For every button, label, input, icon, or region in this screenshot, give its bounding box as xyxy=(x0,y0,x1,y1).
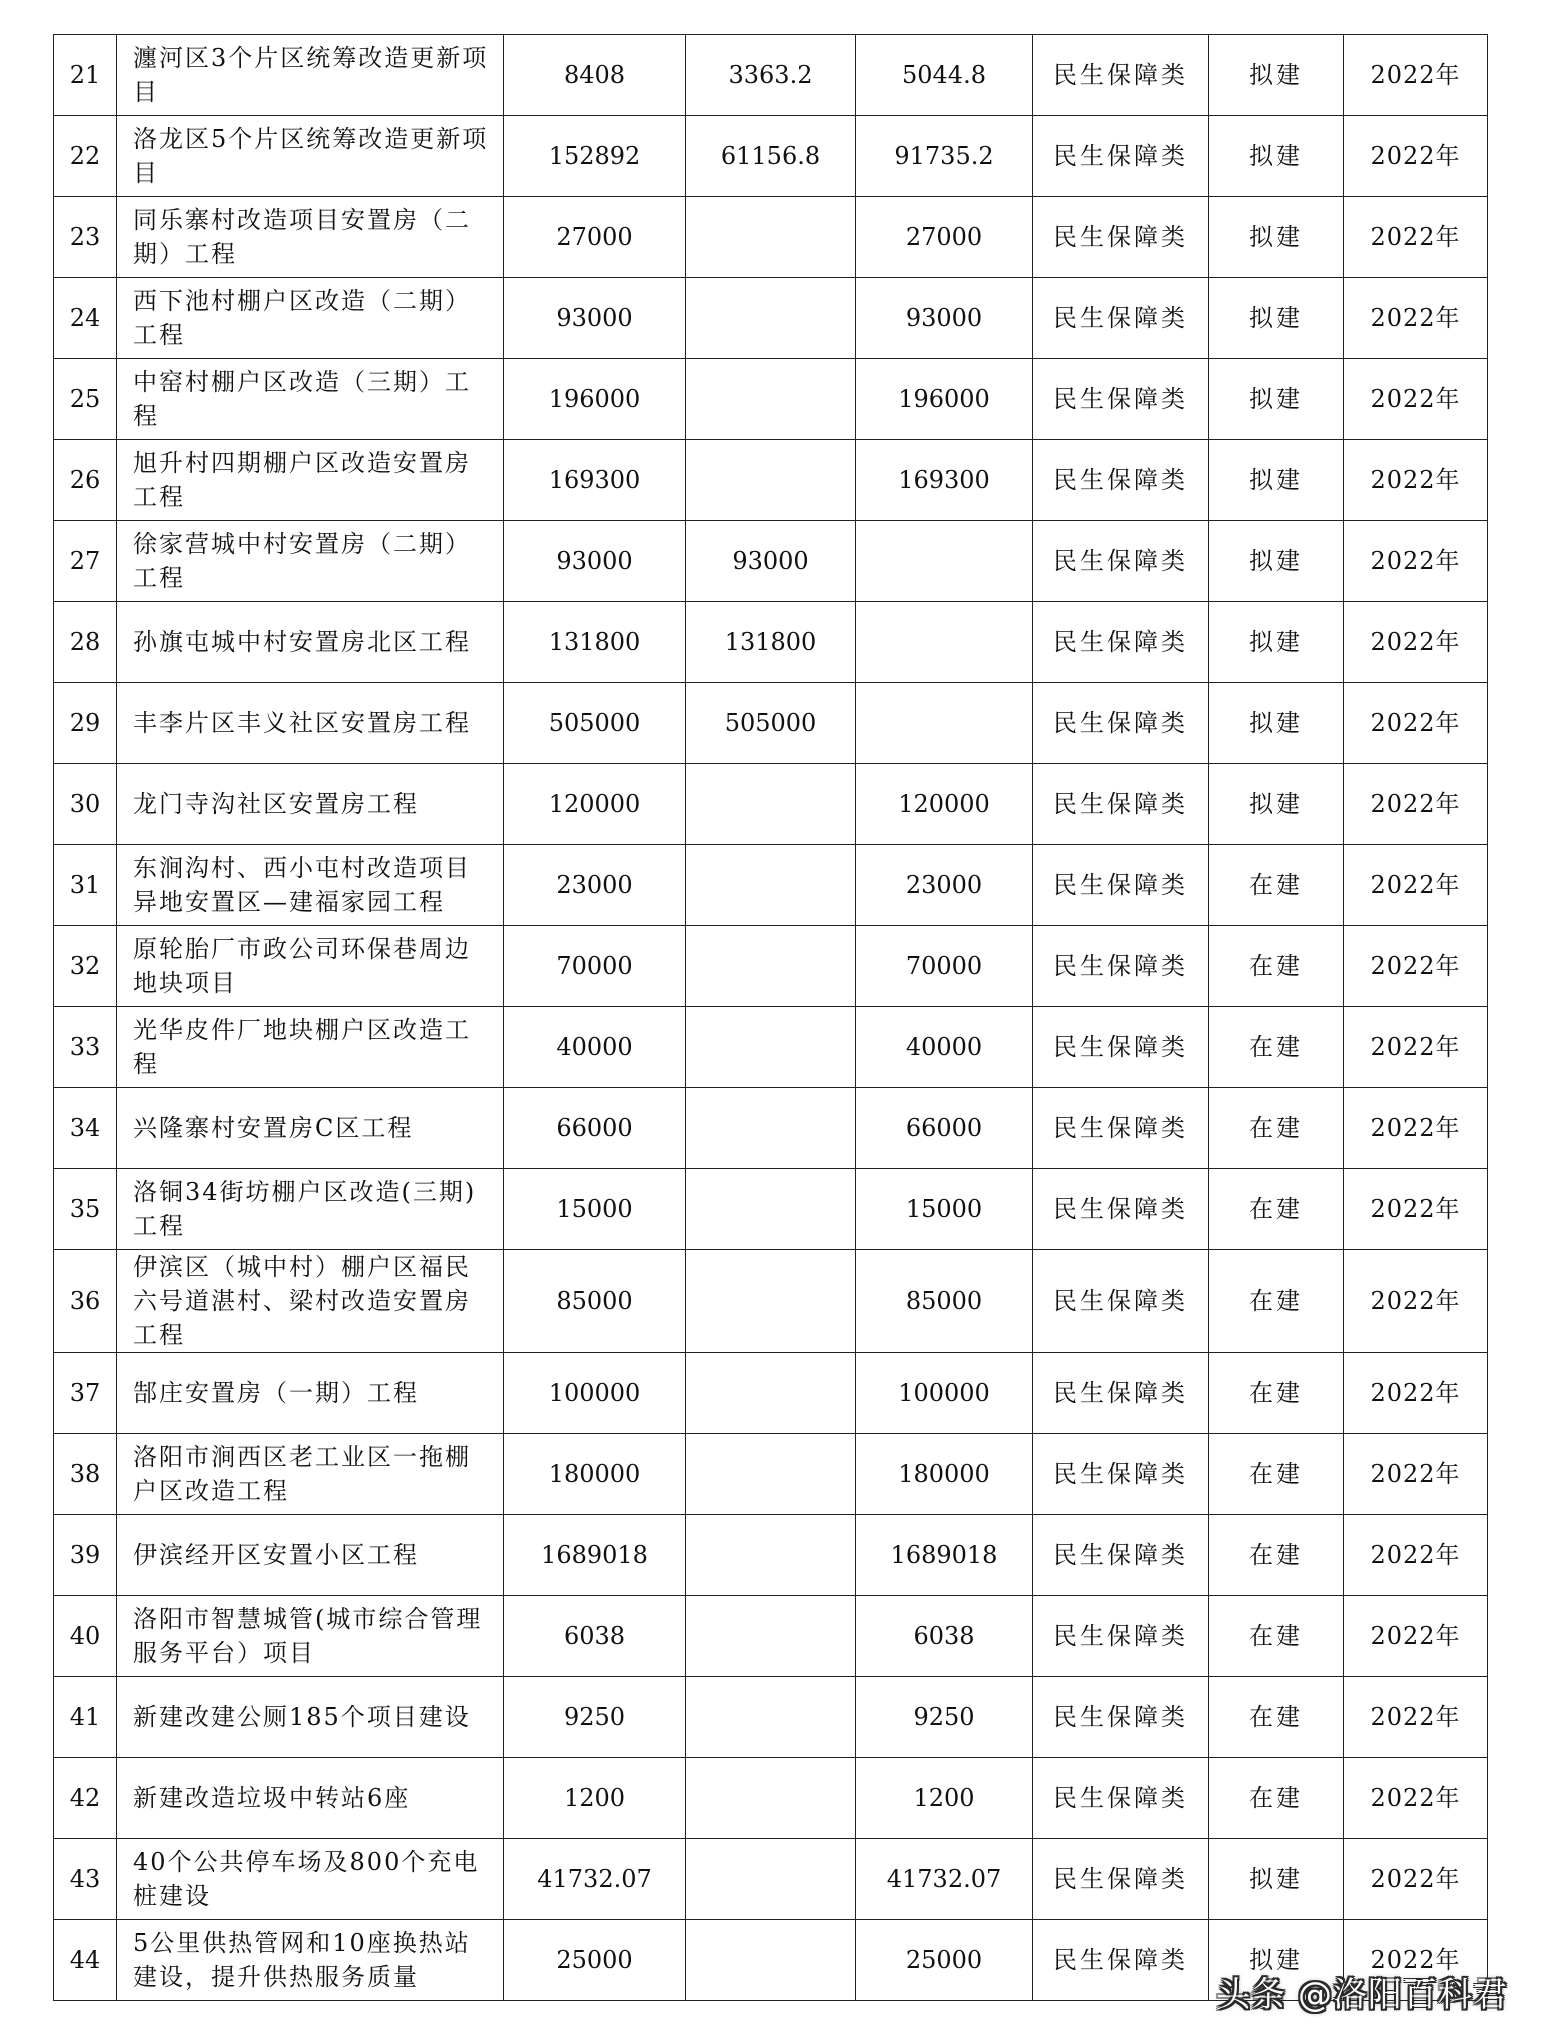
cell-value-1: 8408 xyxy=(504,35,686,116)
cell-category: 民生保障类 xyxy=(1033,278,1209,359)
cell-project-name: 旭升村四期棚户区改造安置房工程 xyxy=(117,440,504,521)
cell-number: 31 xyxy=(54,845,117,926)
table-row xyxy=(54,1515,1488,1596)
cell-status: 在建 xyxy=(1209,845,1344,926)
cell-category: 民生保障类 xyxy=(1033,1839,1209,1920)
cell-value-2 xyxy=(686,1007,856,1088)
cell-value-2 xyxy=(686,359,856,440)
cell-status: 在建 xyxy=(1209,1169,1344,1250)
cell-value-1: 85000 xyxy=(504,1250,686,1353)
cell-number: 44 xyxy=(54,1920,117,2001)
cell-category: 民生保障类 xyxy=(1033,1169,1209,1250)
cell-value-3: 70000 xyxy=(856,926,1033,1007)
cell-year: 2022年 xyxy=(1344,359,1488,440)
cell-value-3: 91735.2 xyxy=(856,116,1033,197)
cell-value-3: 85000 xyxy=(856,1250,1033,1353)
cell-value-1: 180000 xyxy=(504,1434,686,1515)
cell-number: 42 xyxy=(54,1758,117,1839)
cell-number: 40 xyxy=(54,1596,117,1677)
cell-project-name: 5公里供热管网和10座换热站建设，提升供热服务质量 xyxy=(117,1920,504,2001)
cell-year: 2022年 xyxy=(1344,1758,1488,1839)
table-row xyxy=(54,359,1488,440)
cell-project-name: 兴隆寨村安置房C区工程 xyxy=(117,1088,504,1169)
cell-status: 拟建 xyxy=(1209,278,1344,359)
cell-number: 32 xyxy=(54,926,117,1007)
cell-number: 24 xyxy=(54,278,117,359)
cell-value-1: 505000 xyxy=(504,683,686,764)
cell-value-3 xyxy=(856,683,1033,764)
cell-status: 拟建 xyxy=(1209,359,1344,440)
table-row xyxy=(54,1007,1488,1088)
table-row xyxy=(54,602,1488,683)
table-row xyxy=(54,1250,1488,1353)
cell-value-3 xyxy=(856,521,1033,602)
cell-category: 民生保障类 xyxy=(1033,1434,1209,1515)
cell-number: 37 xyxy=(54,1353,117,1434)
cell-number: 25 xyxy=(54,359,117,440)
cell-project-name: 新建改建公厕185个项目建设 xyxy=(117,1677,504,1758)
table-row xyxy=(54,278,1488,359)
table-row xyxy=(54,683,1488,764)
cell-value-3: 120000 xyxy=(856,764,1033,845)
cell-number: 38 xyxy=(54,1434,117,1515)
cell-value-2 xyxy=(686,926,856,1007)
cell-number: 33 xyxy=(54,1007,117,1088)
cell-project-name: 洛铜34街坊棚户区改造(三期)工程 xyxy=(117,1169,504,1250)
cell-year: 2022年 xyxy=(1344,116,1488,197)
table-row xyxy=(54,521,1488,602)
cell-status: 在建 xyxy=(1209,1434,1344,1515)
cell-category: 民生保障类 xyxy=(1033,359,1209,440)
cell-value-1: 70000 xyxy=(504,926,686,1007)
cell-value-3: 66000 xyxy=(856,1088,1033,1169)
cell-value-2 xyxy=(686,1169,856,1250)
cell-category: 民生保障类 xyxy=(1033,1250,1209,1353)
cell-category: 民生保障类 xyxy=(1033,1088,1209,1169)
cell-category: 民生保障类 xyxy=(1033,1677,1209,1758)
cell-status: 在建 xyxy=(1209,1353,1344,1434)
cell-value-1: 93000 xyxy=(504,278,686,359)
cell-value-1: 1689018 xyxy=(504,1515,686,1596)
cell-number: 30 xyxy=(54,764,117,845)
cell-number: 21 xyxy=(54,35,117,116)
cell-number: 35 xyxy=(54,1169,117,1250)
cell-number: 41 xyxy=(54,1677,117,1758)
cell-value-2 xyxy=(686,440,856,521)
cell-year: 2022年 xyxy=(1344,1677,1488,1758)
cell-year: 2022年 xyxy=(1344,683,1488,764)
cell-value-1: 23000 xyxy=(504,845,686,926)
cell-value-2 xyxy=(686,1677,856,1758)
cell-value-1: 120000 xyxy=(504,764,686,845)
cell-category: 民生保障类 xyxy=(1033,521,1209,602)
cell-value-1: 1200 xyxy=(504,1758,686,1839)
cell-value-3: 1200 xyxy=(856,1758,1033,1839)
cell-value-3: 41732.07 xyxy=(856,1839,1033,1920)
cell-value-3: 23000 xyxy=(856,845,1033,926)
cell-year: 2022年 xyxy=(1344,440,1488,521)
cell-year: 2022年 xyxy=(1344,1434,1488,1515)
cell-project-name: 40个公共停车场及800个充电桩建设 xyxy=(117,1839,504,1920)
table-row xyxy=(54,1677,1488,1758)
cell-status: 拟建 xyxy=(1209,521,1344,602)
cell-value-2 xyxy=(686,1088,856,1169)
cell-number: 23 xyxy=(54,197,117,278)
table-row xyxy=(54,197,1488,278)
cell-number: 39 xyxy=(54,1515,117,1596)
table-row xyxy=(54,926,1488,1007)
cell-value-2 xyxy=(686,1353,856,1434)
cell-value-2 xyxy=(686,1515,856,1596)
table-row xyxy=(54,440,1488,521)
cell-value-1: 100000 xyxy=(504,1353,686,1434)
cell-year: 2022年 xyxy=(1344,35,1488,116)
cell-value-1: 6038 xyxy=(504,1596,686,1677)
cell-status: 拟建 xyxy=(1209,1839,1344,1920)
cell-project-name: 郜庄安置房（一期）工程 xyxy=(117,1353,504,1434)
cell-category: 民生保障类 xyxy=(1033,926,1209,1007)
cell-year: 2022年 xyxy=(1344,1596,1488,1677)
cell-project-name: 东涧沟村、西小屯村改造项目异地安置区—建福家园工程 xyxy=(117,845,504,926)
cell-value-1: 169300 xyxy=(504,440,686,521)
cell-value-1: 15000 xyxy=(504,1169,686,1250)
cell-category: 民生保障类 xyxy=(1033,602,1209,683)
table-row xyxy=(54,1353,1488,1434)
table-row xyxy=(54,1088,1488,1169)
cell-value-2: 61156.8 xyxy=(686,116,856,197)
cell-value-1: 9250 xyxy=(504,1677,686,1758)
cell-value-2 xyxy=(686,764,856,845)
cell-year: 2022年 xyxy=(1344,1515,1488,1596)
cell-year: 2022年 xyxy=(1344,1088,1488,1169)
cell-status: 在建 xyxy=(1209,1250,1344,1353)
project-table xyxy=(53,34,1488,2001)
cell-status: 拟建 xyxy=(1209,197,1344,278)
cell-project-name: 光华皮件厂地块棚户区改造工程 xyxy=(117,1007,504,1088)
cell-value-1: 196000 xyxy=(504,359,686,440)
watermark xyxy=(1216,1959,1508,2023)
cell-value-3: 196000 xyxy=(856,359,1033,440)
table-row xyxy=(54,1169,1488,1250)
cell-category: 民生保障类 xyxy=(1033,1007,1209,1088)
cell-status: 拟建 xyxy=(1209,440,1344,521)
cell-status: 拟建 xyxy=(1209,683,1344,764)
cell-status: 拟建 xyxy=(1209,35,1344,116)
cell-value-3: 5044.8 xyxy=(856,35,1033,116)
cell-category: 民生保障类 xyxy=(1033,440,1209,521)
cell-value-1: 152892 xyxy=(504,116,686,197)
cell-category: 民生保障类 xyxy=(1033,116,1209,197)
cell-value-2 xyxy=(686,1920,856,2001)
cell-value-1: 41732.07 xyxy=(504,1839,686,1920)
cell-value-2 xyxy=(686,845,856,926)
table-row xyxy=(54,1596,1488,1677)
cell-status: 在建 xyxy=(1209,1677,1344,1758)
cell-value-2: 131800 xyxy=(686,602,856,683)
cell-status: 拟建 xyxy=(1209,116,1344,197)
cell-project-name: 原轮胎厂市政公司环保巷周边地块项目 xyxy=(117,926,504,1007)
cell-project-name: 丰李片区丰义社区安置房工程 xyxy=(117,683,504,764)
cell-value-2 xyxy=(686,1434,856,1515)
cell-year: 2022年 xyxy=(1344,521,1488,602)
cell-category: 民生保障类 xyxy=(1033,845,1209,926)
cell-status: 在建 xyxy=(1209,1515,1344,1596)
cell-status: 在建 xyxy=(1209,1088,1344,1169)
cell-year: 2022年 xyxy=(1344,926,1488,1007)
cell-value-1: 131800 xyxy=(504,602,686,683)
cell-year: 2022年 xyxy=(1344,1839,1488,1920)
cell-value-2: 505000 xyxy=(686,683,856,764)
cell-value-2 xyxy=(686,197,856,278)
table-row xyxy=(54,764,1488,845)
cell-category: 民生保障类 xyxy=(1033,197,1209,278)
cell-number: 27 xyxy=(54,521,117,602)
table-body xyxy=(54,35,1488,2001)
cell-value-1: 40000 xyxy=(504,1007,686,1088)
cell-year: 2022年 xyxy=(1344,1007,1488,1088)
cell-category: 民生保障类 xyxy=(1033,1353,1209,1434)
cell-category: 民生保障类 xyxy=(1033,1596,1209,1677)
cell-number: 29 xyxy=(54,683,117,764)
cell-project-name: 龙门寺沟社区安置房工程 xyxy=(117,764,504,845)
cell-year: 2022年 xyxy=(1344,1353,1488,1434)
cell-value-1: 93000 xyxy=(504,521,686,602)
cell-year: 2022年 xyxy=(1344,197,1488,278)
cell-year: 2022年 xyxy=(1344,1169,1488,1250)
cell-value-2 xyxy=(686,1596,856,1677)
cell-status: 拟建 xyxy=(1209,764,1344,845)
cell-status: 拟建 xyxy=(1209,1920,1344,2001)
cell-value-3 xyxy=(856,602,1033,683)
cell-value-3: 93000 xyxy=(856,278,1033,359)
cell-value-2 xyxy=(686,1839,856,1920)
cell-value-1: 27000 xyxy=(504,197,686,278)
cell-status: 在建 xyxy=(1209,1007,1344,1088)
cell-status: 拟建 xyxy=(1209,602,1344,683)
cell-value-3: 15000 xyxy=(856,1169,1033,1250)
cell-value-3: 40000 xyxy=(856,1007,1033,1088)
cell-value-2: 93000 xyxy=(686,521,856,602)
cell-status: 在建 xyxy=(1209,1758,1344,1839)
cell-number: 36 xyxy=(54,1250,117,1353)
cell-value-3: 9250 xyxy=(856,1677,1033,1758)
cell-status: 在建 xyxy=(1209,926,1344,1007)
cell-value-1: 66000 xyxy=(504,1088,686,1169)
cell-project-name: 洛龙区5个片区统筹改造更新项目 xyxy=(117,116,504,197)
cell-value-3: 169300 xyxy=(856,440,1033,521)
table-row xyxy=(54,845,1488,926)
cell-project-name: 瀍河区3个片区统筹改造更新项目 xyxy=(117,35,504,116)
cell-value-2 xyxy=(686,278,856,359)
cell-project-name: 西下池村棚户区改造（二期）工程 xyxy=(117,278,504,359)
cell-value-2: 3363.2 xyxy=(686,35,856,116)
cell-project-name: 新建改造垃圾中转站6座 xyxy=(117,1758,504,1839)
cell-category: 民生保障类 xyxy=(1033,683,1209,764)
cell-category: 民生保障类 xyxy=(1033,1758,1209,1839)
cell-number: 43 xyxy=(54,1839,117,1920)
cell-value-3: 6038 xyxy=(856,1596,1033,1677)
cell-value-3: 100000 xyxy=(856,1353,1033,1434)
cell-project-name: 同乐寨村改造项目安置房（二期）工程 xyxy=(117,197,504,278)
cell-value-3: 27000 xyxy=(856,197,1033,278)
cell-category: 民生保障类 xyxy=(1033,35,1209,116)
cell-project-name: 洛阳市智慧城管(城市综合管理服务平台）项目 xyxy=(117,1596,504,1677)
cell-number: 34 xyxy=(54,1088,117,1169)
table-row xyxy=(54,1434,1488,1515)
cell-project-name: 孙旗屯城中村安置房北区工程 xyxy=(117,602,504,683)
table-row xyxy=(54,116,1488,197)
cell-year: 2022年 xyxy=(1344,602,1488,683)
cell-value-3: 180000 xyxy=(856,1434,1033,1515)
cell-number: 22 xyxy=(54,116,117,197)
table-row xyxy=(54,1839,1488,1920)
cell-value-2 xyxy=(686,1758,856,1839)
cell-value-3: 25000 xyxy=(856,1920,1033,2001)
watermark-text: 头条 @洛阳百科君 xyxy=(1216,1974,1508,2015)
cell-status: 在建 xyxy=(1209,1596,1344,1677)
cell-number: 26 xyxy=(54,440,117,521)
cell-project-name: 中窑村棚户区改造（三期）工程 xyxy=(117,359,504,440)
cell-year: 2022年 xyxy=(1344,764,1488,845)
cell-category: 民生保障类 xyxy=(1033,1515,1209,1596)
cell-value-2 xyxy=(686,1250,856,1353)
cell-number: 28 xyxy=(54,602,117,683)
table-row xyxy=(54,1758,1488,1839)
cell-year: 2022年 xyxy=(1344,278,1488,359)
cell-year: 2022年 xyxy=(1344,845,1488,926)
cell-project-name: 洛阳市涧西区老工业区一拖棚户区改造工程 xyxy=(117,1434,504,1515)
cell-year: 2022年 xyxy=(1344,1920,1488,2001)
cell-value-1: 25000 xyxy=(504,1920,686,2001)
cell-category: 民生保障类 xyxy=(1033,764,1209,845)
cell-project-name: 伊滨区（城中村）棚户区福民六号道湛村、梁村改造安置房工程 xyxy=(117,1250,504,1353)
table-row xyxy=(54,35,1488,116)
cell-category: 民生保障类 xyxy=(1033,1920,1209,2001)
cell-project-name: 徐家营城中村安置房（二期）工程 xyxy=(117,521,504,602)
cell-value-3: 1689018 xyxy=(856,1515,1033,1596)
cell-project-name: 伊滨经开区安置小区工程 xyxy=(117,1515,504,1596)
cell-year: 2022年 xyxy=(1344,1250,1488,1353)
